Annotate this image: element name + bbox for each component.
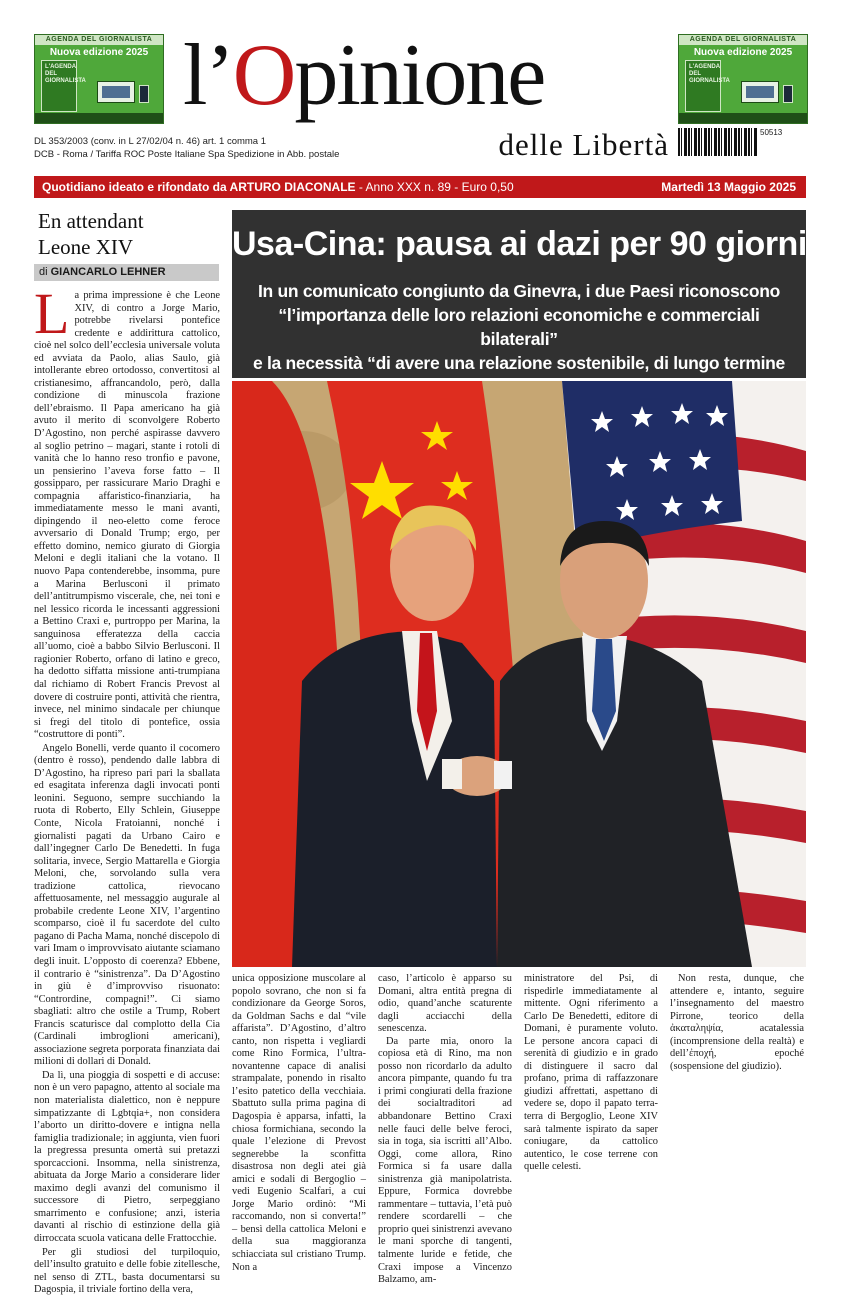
editorial-paragraph: Per gli studiosi del turpiloquio, dell’insulto gratuito e delle fobie zitellesche, nel senso di ZTL, basta documentarsi su Dagospia, il triviale fortino della vera, [34,1246,220,1296]
left-man-suit [292,631,497,967]
ad-book-cover: L'AGENDA DEL GIORNALISTA [41,60,77,112]
drop-cap: L [34,281,70,346]
editorial-paragraph: Da lì, una pioggia di sospetti e di accuse: non è un vero papagno, attento al sociale ma non materialista dialettico, non è neppure simpatizzante di Lgbtqia+, non considera l’aborto un diritto-dovere e intigna nella famiglia tradizionale; in aggiunta, vien fuori la pregressa presunta omertà sui pretazzi sporcaccioni. Insomma, nella sinistrenza, abituata da Jorge Mario a considerare lider maximo degli avanzi del comunismo il successore di Pietro, serpeggiano smarrimento e confusione; anzi, isteria davanti al rischio di estinzione della già dirroccata scuola vaticana delle Frattocchie. [34,1069,220,1245]
subhead-line: In un comunicato congiunto da Ginevra, i due Paesi riconoscono [257,281,781,301]
barcode [678,128,786,164]
editorial-continuation [232,973,806,1286]
logo-rest: pinione [294,27,545,124]
laptop-icon [741,81,779,103]
ad-subtitle: Nuova edizione 2025 [49,47,149,58]
byline-author: GIANCARLO LEHNER [50,266,166,278]
text-column-2 [378,973,512,1286]
text-column-3 [524,973,658,1173]
logo-wordmark [183,28,544,124]
editorial-paragraph-text: a prima impressione è che Leone XIV, di contro a Jorge Mario, potrebbe rivelarsi pontefice credente e addirittura cattolico, cioè nel solco dell’ecclesia universale voluta ed avviata da Paolo, alias Saulo, già intollerante ebreo ortodosso, convertitosi al cristianesimo, affrancandolo, però, dalla condizione di minuscola frazione dell’ebraismo. Il Papa americano ha già avuto il merito di sconvolgere Roberto D’Agostino, non perché aspirasse davvero al soglio petrino – magari, stante i rotoli di vanità che lo hanno reso tronfio e pavone, un pensierino l’aveva forse fatto – Il gossipparo, per rassicurare Mario Draghi e compagnia affaristico-finanziaria, ha immediatamente messo le mani avanti, dipingendo il neo-eletto come feroce avversario di Donald Trump; ergo, per effetto domino, nemico giurato di Giorgia Meloni e degli italiani che la votano. Il nuovo Papa contenderebbe, insomma, pure a Marina Berlusconi il primato dell’antitrumpismo viscerale, che, nei toni e nel lessico ricorda le incessanti aggressioni a Bettino Craxi e, purtroppo per Marina, la sanguinosa efferatezza della caccia all’uomo, cioè a babbo Silvio Berlusconi. Il ragionier Roberto, orfano di latino e greco, ha dedotto siffatta missione anti-trumpiana dal richiamo di Robert Francis Prevost al dovere di costruire ponti, attività che rientra, invece, nel minimo sindacale per chiunque si fregi del titolo di pontefice, ossia “costruttore di ponti”. [34,290,220,741]
issue-date: Martedì 13 Maggio 2025 [661,180,796,194]
issue-info: - Anno XXX n. 89 - Euro 0,50 [355,180,514,194]
laptop-icon [97,81,135,103]
editorial-paragraph: Angelo Bonelli, verde quanto il cocomero (dentro è rosso), pendendo dalle labbra di D’Agostino, ha ripreso pari pari la sballata ed esagitata inferenza dagli invocati ponti leonini. Seguono, sempre succhiando la ruota di Roberto, Elly Schlein, Giuseppe Conte, Nicola Fratoianni, nonché i giornalisti pagati da Urbano Cairo e dall’ingegner Carlo De Benedetti. In fuga solitaria, invece, Sergio Mattarella e Giorgia Meloni, che, sorvolando sulla vera tradizione cattolica, rievocano affettuosamente, nel messaggio augurale al probabile credente Leone XIV, l’argentino scomparso, cioè il fu sacerdote del culto pagano di Pacha Mama, nonché discepolo di vari Imam o improvvisato aiutante sciamano degli inuit. L’opposto di coerenza? Ebbene, il contrario è “sinistrenza”. Da D’Agostino in giù è d’improvviso risuonato: “Contrordine, compagni!”. Ci siamo sbagliati: altro che ostile a Trump, Robert Francis scaturisce dal complotto della Cia (Cardinali imbroglioni americani), associazione segreta porporata finanziata dai milioni di dollari di Donald. [34,742,220,1068]
ad-footer [35,113,163,123]
lead-photo[interactable] [232,381,806,967]
ad-title: AGENDA DEL GIORNALISTA [679,35,807,45]
logo-prefix: l’ [183,27,233,124]
advert-agenda-right[interactable] [678,34,808,124]
column-paragraph: Non resta, dunque, che attendere e, intanto, seguire l’insegnamento del maestro Pirrone, teorico della ἀκαταληψία, acatalessia (incomprensione della realtà) e dell’ἐποχή, epoché (sospensione del giudizio). [670,973,804,1072]
editorial-paragraph [34,281,220,742]
editorial-body [34,281,220,1296]
column-paragraph: ministratore del Psi, di rispedirle immediatamente al mittente. Ogni riferimento a Carlo De Benedetti, editore di Domani, è puramente voluto. Le persone ancora capaci di serenità di giudizio e in grado di distinguere il sacro dal profano, prima di raffazzonare giudizi affrettati, aspettano di vedere se, dopo il papato terra-terra di Bergoglio, Leone XIV sarà talmente ispirato da saper coniugare, da cattolico autentico, le cose terrene con quelle celesti. [524,973,658,1173]
subhead-line: e la necessità “di avere una relazione sostenibile, di lungo termine [252,353,785,373]
text-column-1 [232,973,366,1273]
lead-story-header[interactable] [232,210,806,378]
ad-title: AGENDA DEL GIORNALISTA [35,35,163,45]
lead-headline: Usa-Cina: pausa ai dazi per 90 giorni [232,225,807,263]
postal-legal-notice [34,135,364,161]
phone-icon [139,85,149,103]
barcode-number: 50513 [760,128,783,137]
editorial-title-line-1: En attendant [38,209,144,233]
byline-prefix: di [39,266,51,278]
ad-footer [679,113,807,123]
founder-slogan: Quotidiano ideato e rifondato da ARTURO DIACONALE [42,180,356,194]
column-paragraph: unica opposizione muscolare al popolo sovrano, che non si fa condizionare da George Soros, da Goldman Sachs e dal “vile affarista”. D’Agostino, d’altro canto, non rispetta i vegliardi come Rino Formica, l’ultra-novantenne capace di analisi strampalate, ponendo in risalto l’esito patetico della vecchiaia. Sbattuto sulla prima pagina di Dagospia è apparsa, infatti, la chiosa formichiana, secondo la quale l’elezione di Prevost segnerebbe la sconfitta disastrosa non degli atei già amici e sodali di Bergoglio – vedi Eugenio Scalfari, a cui Jorge Mario ordinò: “Mi raccomando, non si converta!” – bensì della cattolica Meloni e della sua maggioranza schiacciata sul cristiano Trump. Non a [232,973,366,1273]
column-paragraph: Da parte mia, onoro la copiosa età di Rino, ma non posso non ricordarlo da adulto ancora pimpante, quando fu tra i primi congiurati della frazione dei socialtraditori ad abbandonare Bettino Craxi nelle fauci delle belve feroci, sia in toga, sia iscritti all’Albo. Oggi, come allora, Rino Formica si fa usare dalla sinistrenza già manipolatrista. Eppure, Formica dovrebbe rammentare – tuttavia, l’età può rendere scordarelli – che proprio quei sinistrenzi avevano le mani sporche di tangenti, talmente luride e fetide, che Craxi impose a Vincenzo Balzamo, am- [378,1035,512,1286]
column-paragraph: caso, l’articolo è apparso su Domani, altra entità pregna di odio, quand’anche scaturente dagli acciacchi della senescenza. [378,973,512,1035]
legal-line-2: DCB - Roma / Tariffa ROC Poste Italiane Spa Spedizione in Abb. postale [34,149,340,160]
advert-agenda-left[interactable] [34,34,164,124]
editorial-title-line-2: Leone XIV [38,235,134,259]
handshake-photo-illustration [232,381,806,967]
barcode-bars [678,128,758,156]
ad-book-cover: L'AGENDA DEL GIORNALISTA [685,60,721,112]
masthead-info-bar [34,176,806,198]
editorial-title[interactable] [38,208,144,260]
text-column-4 [670,973,804,1163]
phone-icon [783,85,793,103]
subhead-line: “l’importanza delle loro relazioni economiche e commerciali bilaterali” [278,305,760,349]
logo-subtitle: delle Libertà [498,127,669,162]
legal-line-1: DL 353/2003 (conv. in L 27/02/04 n. 46) art. 1 comma 1 [34,136,267,147]
ad-subtitle: Nuova edizione 2025 [693,47,793,58]
editorial-byline [34,264,219,281]
logo-big-o: O [232,27,295,124]
